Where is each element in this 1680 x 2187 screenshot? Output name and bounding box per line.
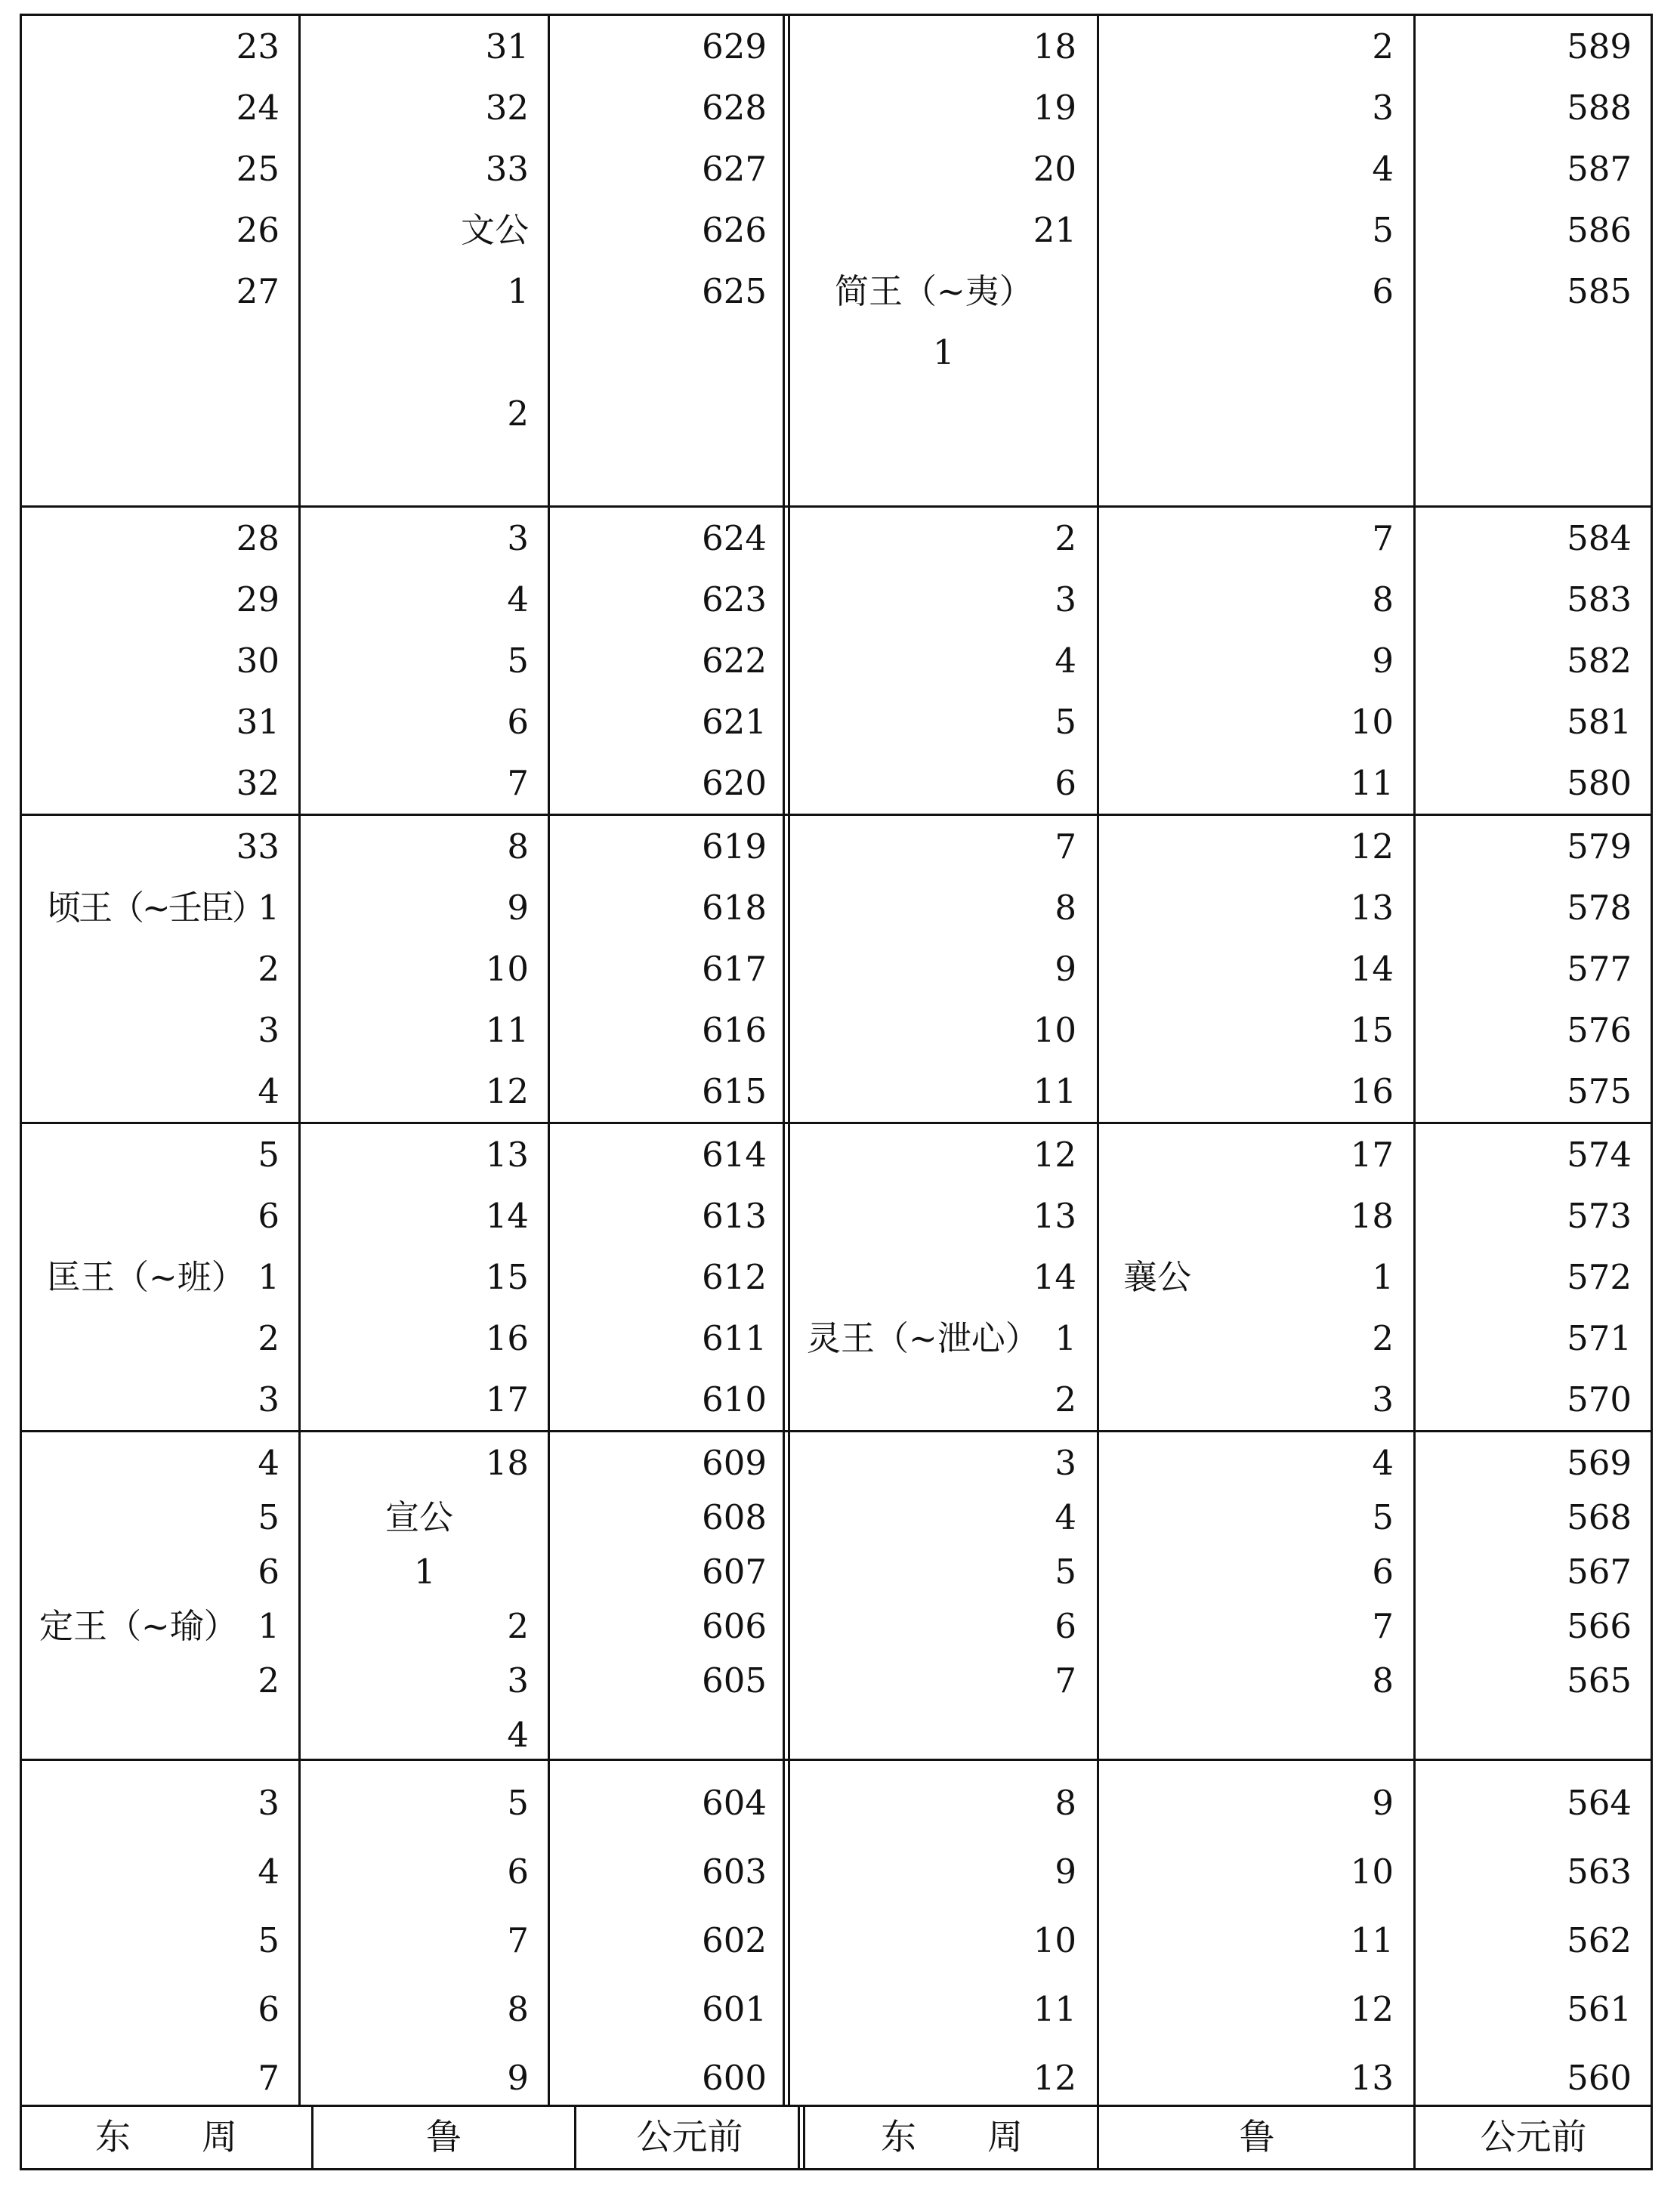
lu-year: 5 [1372,1497,1394,1537]
lu-year: 4 [1372,1443,1394,1483]
zhou-year: 11 [1033,1989,1076,2029]
zhou-year: 4 [258,1443,279,1483]
table-rule [798,2105,800,2170]
bce-year: 569 [1567,1443,1632,1483]
lu-year: 17 [485,1379,529,1419]
table-rule [20,2105,1653,2107]
zhou-year: 12 [1033,1135,1076,1175]
zhou-year: 14 [1033,1257,1076,1297]
footer-label-lu: 鲁 [1239,2117,1275,2158]
bce-year: 624 [702,518,767,558]
bce-year: 607 [702,1552,767,1592]
lu-year: 3 [1372,88,1394,128]
zhou-year: 3 [258,1783,279,1823]
table-rule [20,505,1653,508]
zhou-year: 1 [258,1606,279,1646]
lu-year: 12 [485,1071,529,1111]
lu-year: 7 [1372,518,1394,558]
table-rule [1413,14,1416,2170]
table-rule [803,2105,805,2170]
lu-year: 6 [507,702,529,742]
bce-year: 616 [702,1010,767,1050]
lu-year: 18 [1350,1196,1394,1236]
lu-year: 11 [485,1010,529,1050]
zhou-year: 32 [236,763,279,803]
bce-year: 614 [702,1135,767,1175]
bce-year: 600 [702,2058,767,2098]
zhou-year: 30 [236,641,279,681]
zhou-year: 3 [1055,1443,1076,1483]
footer-label-bce: 公元前 [636,2117,743,2158]
table-rule [20,1122,1653,1124]
zhou-year: 12 [1033,2058,1076,2098]
lu-year: 13 [1350,2058,1394,2098]
zhou-year: 10 [1033,1920,1076,1960]
table-rule [20,814,1653,816]
zhou-year: 11 [1033,1071,1076,1111]
bce-year: 587 [1567,149,1632,189]
zhou-year: 3 [1055,579,1076,619]
zhou-year: 6 [258,1552,279,1592]
bce-year: 606 [702,1606,767,1646]
lu-year: 4 [507,579,529,619]
footer-label-dongzhou: 东 周 [95,2117,237,2158]
zhou-year: 7 [1055,1660,1076,1700]
bce-year: 615 [702,1071,767,1111]
lu-year: 2 [507,1606,529,1646]
bce-year: 617 [702,949,767,989]
lu-year: 14 [485,1196,529,1236]
zhou-year: 20 [1033,149,1076,189]
lu-year: 1 [1372,1257,1394,1297]
zhou-year: 4 [258,1071,279,1111]
lu-year: 6 [1372,1552,1394,1592]
lu-year: 5 [507,1783,529,1823]
zhou-year: 21 [1033,210,1076,250]
bce-year: 610 [702,1379,767,1419]
zhou-year: 6 [258,1196,279,1236]
bce-year: 561 [1567,1989,1632,2029]
table-rule [298,14,301,2107]
lu-year: 32 [485,88,529,128]
lu-reign-label: 文公 [460,210,529,250]
zhou-year: 5 [1055,702,1076,742]
footer-label-bce: 公元前 [1480,2117,1587,2158]
zhou-year: 7 [258,2058,279,2098]
bce-year: 622 [702,641,767,681]
table-rule [20,1759,1653,1761]
bce-year: 604 [702,1783,767,1823]
bce-year: 603 [702,1852,767,1892]
zhou-year: 4 [258,1852,279,1892]
bce-year: 611 [702,1318,767,1358]
lu-year: 3 [507,518,529,558]
lu-year: 9 [1372,1783,1394,1823]
lu-year: 9 [1372,641,1394,681]
table-rule [783,14,785,2107]
bce-year: 571 [1567,1318,1632,1358]
zhou-reign-label: 灵王（~泄心） [807,1318,1039,1358]
bce-year: 629 [702,26,767,66]
footer-label-dongzhou: 东 周 [881,2117,1023,2158]
bce-year: 627 [702,149,767,189]
lu-year: 15 [485,1257,529,1297]
bce-year: 626 [702,210,767,250]
zhou-year: 23 [236,26,279,66]
table-rule [20,1430,1653,1432]
zhou-reign-label: 简王（~夷） [835,271,1033,311]
lu-year: 16 [1350,1071,1394,1111]
lu-year: 4 [1372,149,1394,189]
bce-year: 574 [1567,1135,1632,1175]
bce-year: 601 [702,1989,767,2029]
lu-year: 6 [507,1852,529,1892]
bce-year: 581 [1567,702,1632,742]
zhou-year: 4 [1055,641,1076,681]
lu-year: 2 [1372,1318,1394,1358]
zhou-reign-label: 匡王（~班） [47,1257,246,1297]
zhou-year: 10 [1033,1010,1076,1050]
zhou-year: 8 [1055,1783,1076,1823]
zhou-year: 25 [236,149,279,189]
lu-year: 8 [1372,1660,1394,1700]
bce-year: 575 [1567,1071,1632,1111]
bce-year: 586 [1567,210,1632,250]
zhou-year: 1 [258,1257,279,1297]
zhou-year: 5 [258,1497,279,1537]
bce-year: 566 [1567,1606,1632,1646]
lu-year: 4 [507,1715,529,1755]
bce-year: 560 [1567,2058,1632,2098]
bce-year: 585 [1567,271,1632,311]
zhou-year: 19 [1033,88,1076,128]
lu-year: 10 [1350,702,1394,742]
lu-year: 3 [1372,1379,1394,1419]
table-rule [1651,14,1653,2170]
lu-reign-label: 襄公 [1123,1257,1192,1297]
zhou-reign-label: 定王（~瑜） [39,1606,238,1646]
zhou-year: 1 [933,332,955,372]
lu-year: 33 [485,149,529,189]
bce-year: 612 [702,1257,767,1297]
lu-reign-label: 宣公 [385,1497,454,1537]
bce-year: 602 [702,1920,767,1960]
lu-year: 7 [507,763,529,803]
zhou-year: 9 [1055,949,1076,989]
zhou-year: 31 [236,702,279,742]
lu-year: 9 [507,2058,529,2098]
lu-year: 18 [485,1443,529,1483]
bce-year: 572 [1567,1257,1632,1297]
bce-year: 573 [1567,1196,1632,1236]
zhou-year: 4 [1055,1497,1076,1537]
zhou-year: 6 [1055,1606,1076,1646]
lu-year: 8 [507,826,529,866]
zhou-year: 6 [1055,763,1076,803]
table-rule [1097,14,1099,2170]
zhou-year: 6 [258,1989,279,2029]
lu-year: 7 [507,1920,529,1960]
bce-year: 564 [1567,1783,1632,1823]
lu-year: 9 [507,888,529,928]
bce-year: 605 [702,1660,767,1700]
zhou-year: 13 [1033,1196,1076,1236]
bce-year: 608 [702,1497,767,1537]
lu-year: 3 [507,1660,529,1700]
zhou-year: 28 [236,518,279,558]
lu-year: 14 [1350,949,1394,989]
table-rule [20,14,1653,16]
table-rule [548,14,550,2107]
lu-year: 5 [1372,210,1394,250]
bce-year: 589 [1567,26,1632,66]
zhou-year: 26 [236,210,279,250]
lu-year: 17 [1350,1135,1394,1175]
bce-year: 588 [1567,88,1632,128]
zhou-year: 5 [258,1135,279,1175]
zhou-year: 7 [1055,826,1076,866]
lu-year: 2 [507,394,529,434]
bce-year: 618 [702,888,767,928]
bce-year: 578 [1567,888,1632,928]
lu-year: 1 [414,1552,436,1592]
lu-year: 2 [1372,26,1394,66]
zhou-year: 8 [1055,888,1076,928]
zhou-year: 1 [1055,1318,1076,1358]
bce-year: 570 [1567,1379,1632,1419]
zhou-year: 2 [258,1660,279,1700]
bce-year: 577 [1567,949,1632,989]
lu-year: 5 [507,641,529,681]
bce-year: 579 [1567,826,1632,866]
bce-year: 567 [1567,1552,1632,1592]
bce-year: 576 [1567,1010,1632,1050]
lu-year: 15 [1350,1010,1394,1050]
zhou-reign-label: 顷王（~壬臣） [47,888,264,928]
table-rule [311,2105,313,2170]
zhou-year: 9 [1055,1852,1076,1892]
lu-year: 6 [1372,271,1394,311]
zhou-year: 5 [258,1920,279,1960]
bce-year: 568 [1567,1497,1632,1537]
lu-year: 11 [1350,763,1394,803]
zhou-year: 3 [258,1379,279,1419]
lu-year: 13 [1350,888,1394,928]
lu-year: 13 [485,1135,529,1175]
bce-year: 580 [1567,763,1632,803]
lu-year: 10 [1350,1852,1394,1892]
bce-year: 584 [1567,518,1632,558]
lu-year: 8 [1372,579,1394,619]
lu-year: 12 [1350,1989,1394,2029]
zhou-year: 29 [236,579,279,619]
zhou-year: 1 [258,888,279,928]
lu-year: 16 [485,1318,529,1358]
footer-label-lu: 鲁 [426,2117,462,2158]
zhou-year: 2 [258,949,279,989]
lu-year: 1 [507,271,529,311]
table-rule [20,2168,1653,2170]
zhou-year: 18 [1033,26,1076,66]
bce-year: 563 [1567,1852,1632,1892]
lu-year: 31 [485,26,529,66]
bce-year: 613 [702,1196,767,1236]
bce-year: 628 [702,88,767,128]
zhou-year: 5 [1055,1552,1076,1592]
zhou-year: 2 [1055,1379,1076,1419]
zhou-year: 3 [258,1010,279,1050]
bce-year: 623 [702,579,767,619]
bce-year: 609 [702,1443,767,1483]
zhou-year: 2 [258,1318,279,1358]
bce-year: 619 [702,826,767,866]
zhou-year: 33 [236,826,279,866]
lu-year: 12 [1350,826,1394,866]
bce-year: 621 [702,702,767,742]
table-rule [20,14,22,2170]
bce-year: 562 [1567,1920,1632,1960]
bce-year: 620 [702,763,767,803]
table-rule [574,2105,576,2170]
lu-year: 8 [507,1989,529,2029]
zhou-year: 27 [236,271,279,311]
bce-year: 565 [1567,1660,1632,1700]
bce-year: 625 [702,271,767,311]
zhou-year: 24 [236,88,279,128]
zhou-year: 2 [1055,518,1076,558]
bce-year: 583 [1567,579,1632,619]
lu-year: 11 [1350,1920,1394,1960]
lu-year: 7 [1372,1606,1394,1646]
bce-year: 582 [1567,641,1632,681]
lu-year: 10 [485,949,529,989]
table-rule [788,14,790,2107]
